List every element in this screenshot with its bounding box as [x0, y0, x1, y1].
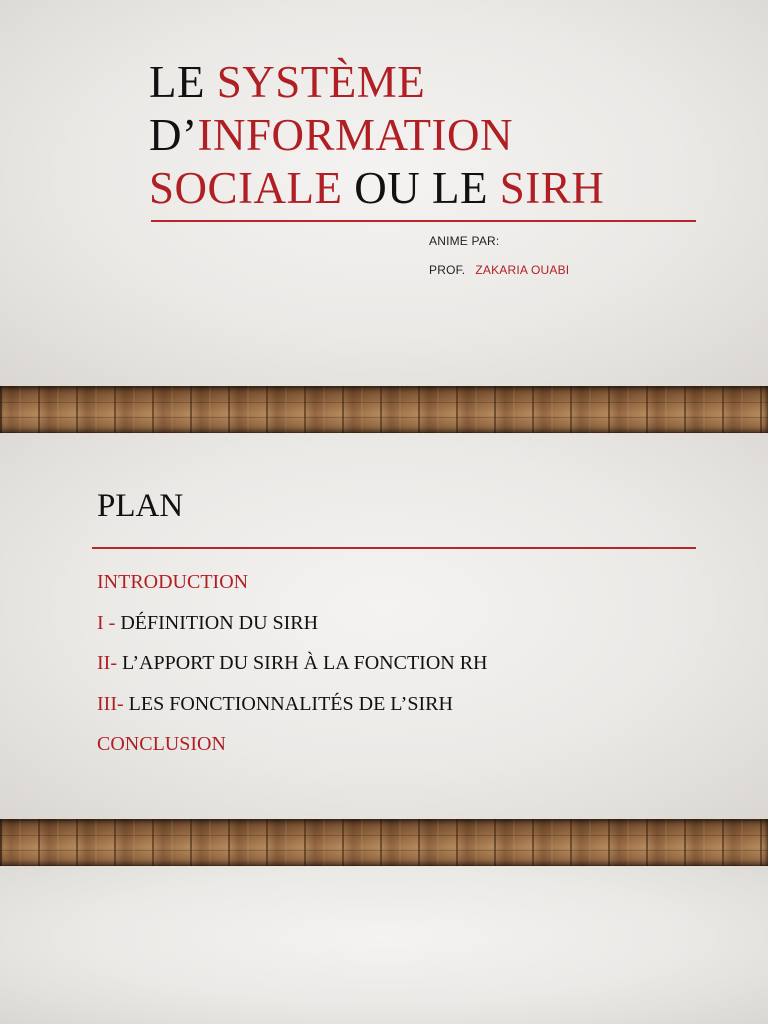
plan-item-3: III- LES FONCTIONNALITÉS DE L’SIRH — [97, 692, 453, 715]
title-line-1: LE SYSTÈME — [149, 57, 426, 107]
plan-list — [97, 569, 488, 772]
plan-item-introduction: INTRODUCTION — [97, 571, 249, 593]
wood-floor-divider-1 — [0, 386, 768, 433]
plan-item-1: I - DÉFINITION DU SIRH — [97, 611, 319, 634]
presenter-byline — [429, 232, 569, 290]
title-line-3: SOCIALE OU LE SIRH — [149, 163, 605, 213]
byline-presenter — [429, 261, 569, 290]
plan-item-conclusion: CONCLUSION — [97, 733, 226, 755]
presenter-name: ZAKARIA OUABI — [475, 263, 570, 277]
plan-title: PLAN — [97, 488, 184, 524]
slide-1 — [0, 0, 768, 386]
presenter-prefix: PROF. — [429, 263, 466, 277]
plan-item-number: I - — [97, 611, 121, 634]
plan-item-number: II- — [97, 652, 122, 674]
title-line-2: D’INFORMATION — [149, 110, 513, 160]
presentation-title — [149, 56, 604, 215]
plan-divider — [92, 547, 696, 549]
slide-3 — [0, 866, 768, 1024]
wood-floor-divider-2 — [0, 819, 768, 866]
byline-label: ANIME PAR: — [429, 234, 500, 248]
title-divider — [151, 220, 696, 222]
plan-item-number: III- — [97, 692, 129, 715]
plan-item-2: II- L’APPORT DU SIRH À LA FONCTION RH — [97, 652, 488, 674]
